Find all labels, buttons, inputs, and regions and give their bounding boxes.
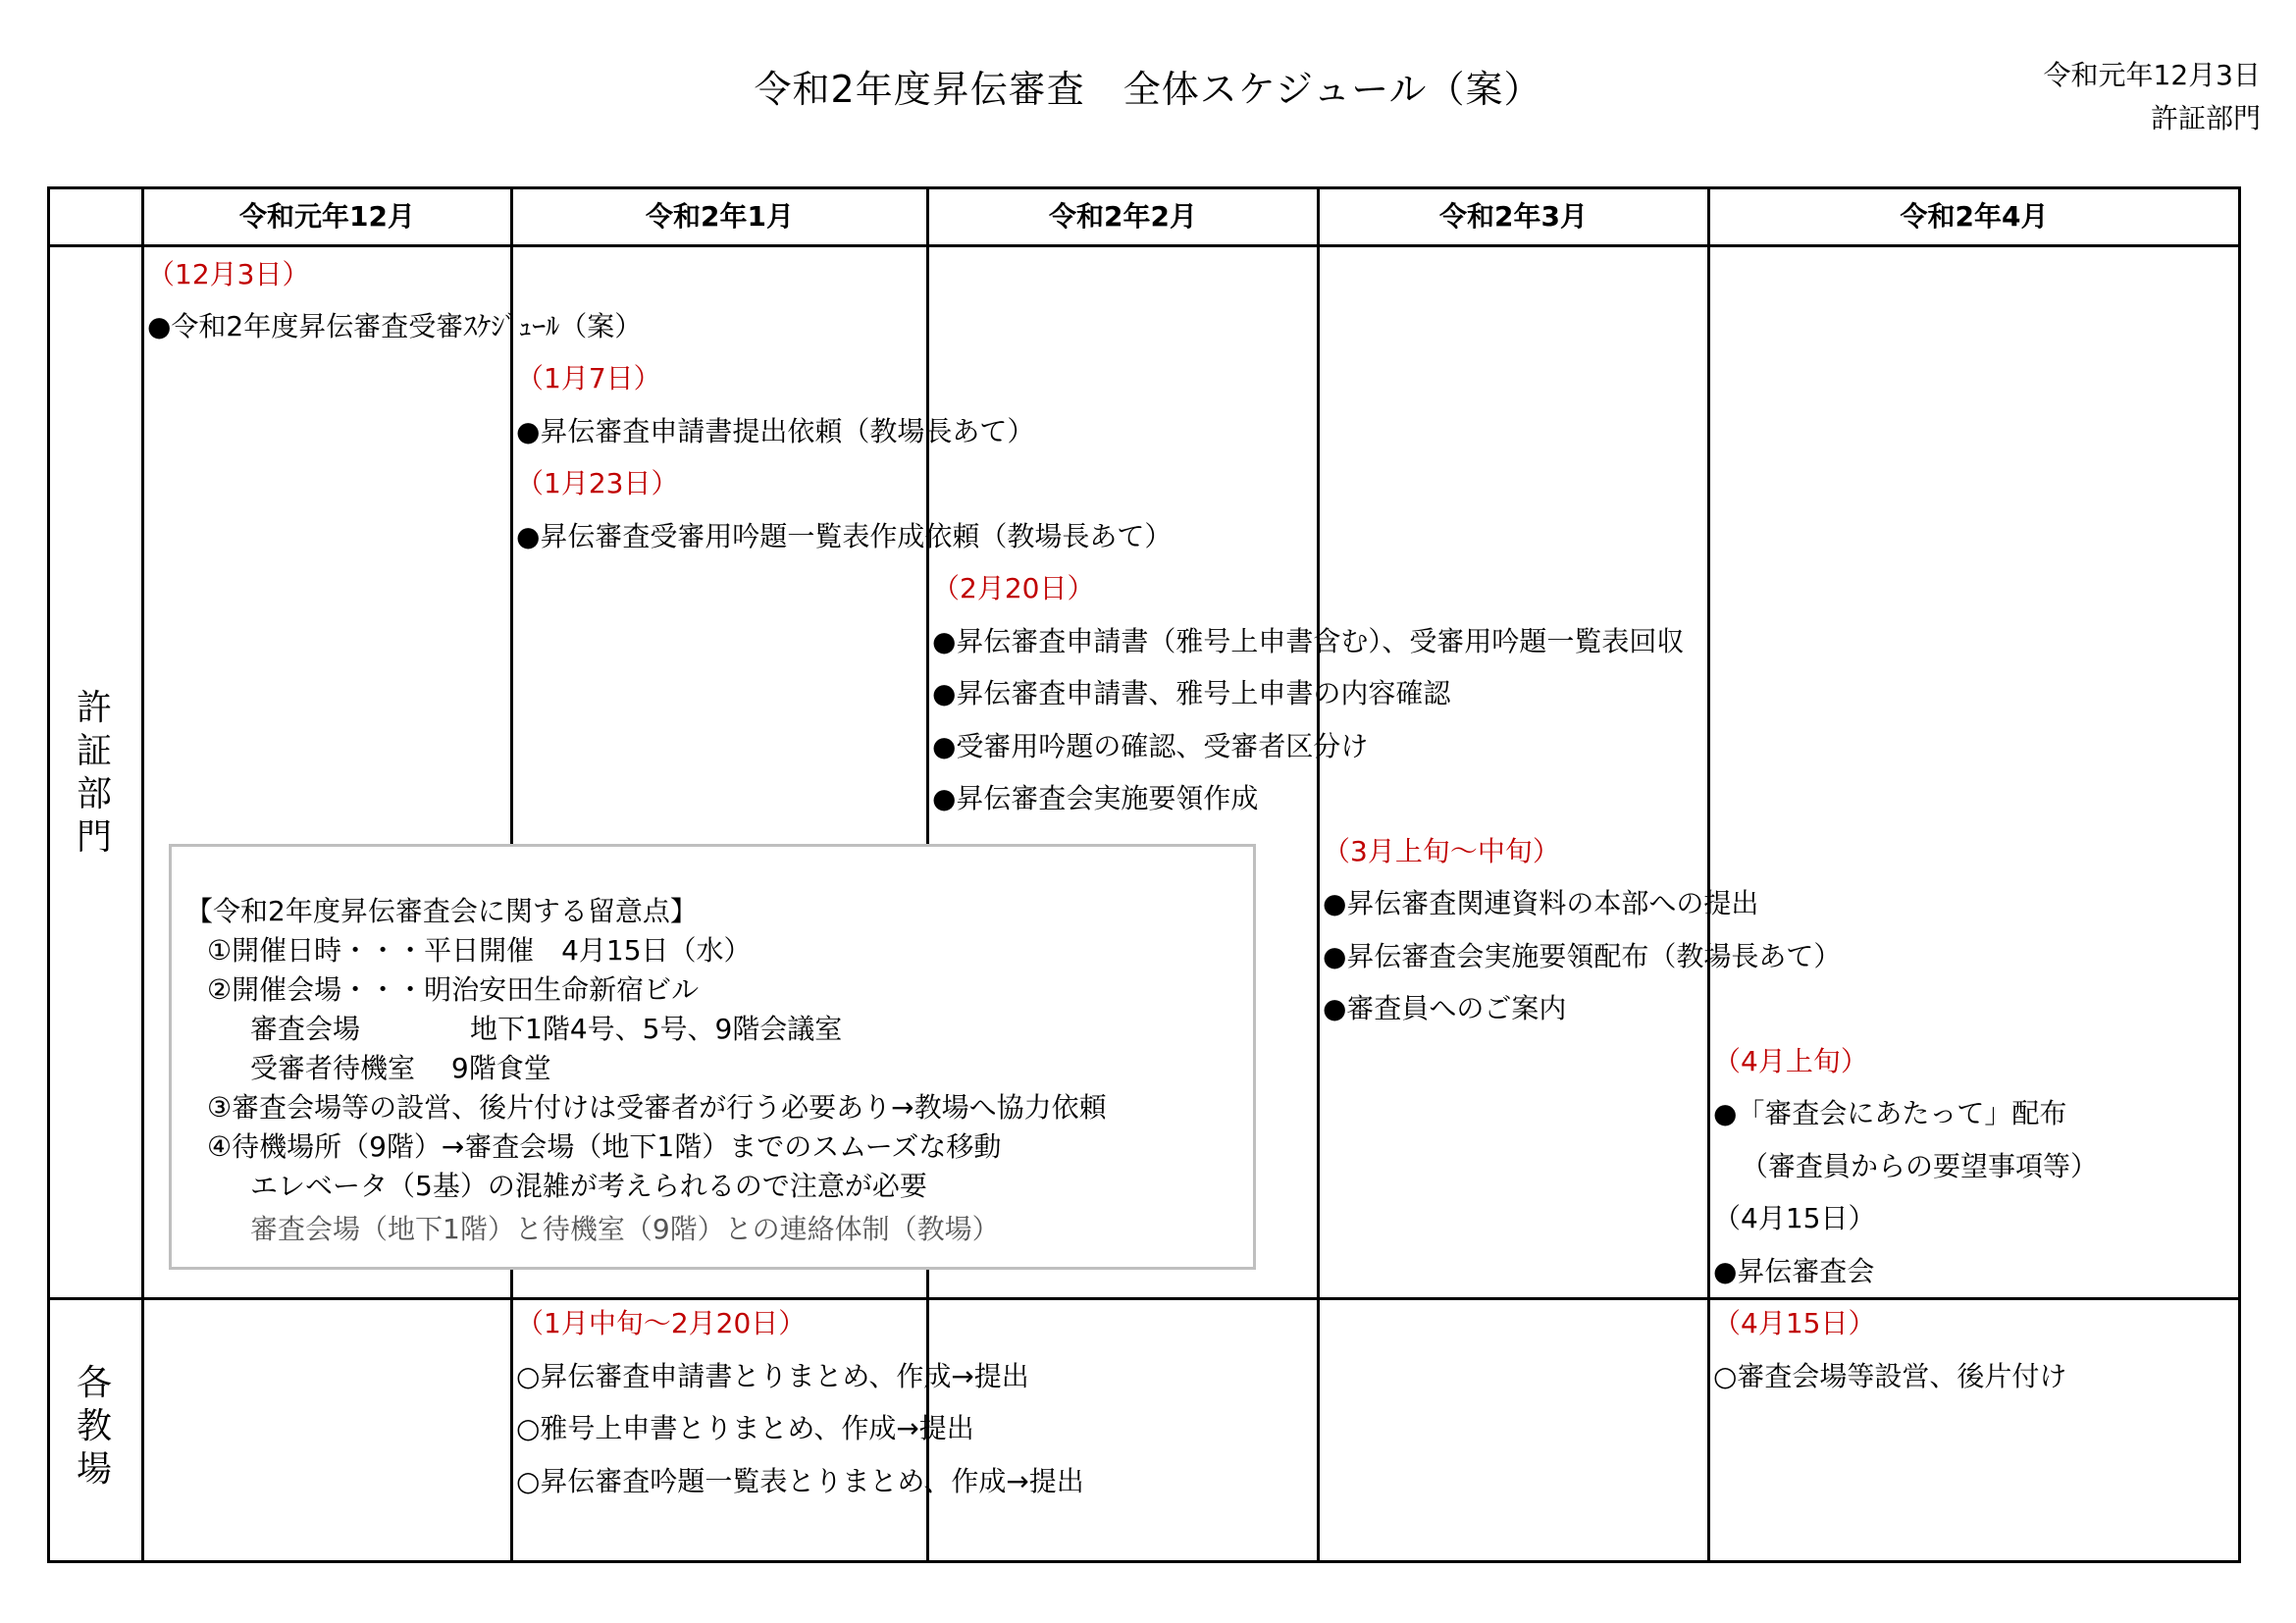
event-item: ●昇伝審査申請書提出依頼（教場長あて） bbox=[516, 415, 1035, 447]
note-line: 審査会場 地下1階4号、5号、9階会議室 bbox=[250, 1013, 843, 1045]
event-item: ○審査会場等設営、後片付け bbox=[1713, 1360, 2067, 1392]
event-item: ●昇伝審査会実施要領配布（教場長あて） bbox=[1323, 940, 1842, 972]
event-item: ●昇伝審査会 bbox=[1713, 1255, 1875, 1287]
event-item: ○昇伝審査申請書とりまとめ、作成→提出 bbox=[516, 1360, 1029, 1392]
event-date: （1月23日） bbox=[516, 467, 679, 499]
column-header: 令和元年12月 bbox=[239, 200, 415, 233]
event-date: （4月15日） bbox=[1713, 1202, 1876, 1234]
event-item: ●受審用吟題の確認、受審者区分け bbox=[932, 730, 1369, 762]
document-date: 令和元年12月3日 bbox=[2043, 59, 2261, 91]
event-item: ●昇伝審査申請書（雅号上申書含む）、受審用吟題一覧表回収 bbox=[932, 625, 1685, 657]
table-border-bottom bbox=[47, 1560, 2241, 1563]
row-label-license-dept: 許 証 部 門 bbox=[76, 688, 112, 858]
note-line: ①開催日時・・・平日開催 4月15日（水） bbox=[207, 934, 752, 967]
page-title: 令和2年度昇伝審査 全体スケジュール（案） bbox=[754, 68, 1542, 111]
table-border-right bbox=[2238, 186, 2241, 1563]
event-item: ●昇伝審査申請書、雅号上申書の内容確認 bbox=[932, 677, 1451, 709]
event-date: （12月3日） bbox=[147, 258, 310, 290]
notes-heading: 【令和2年度昇伝審査会に関する留意点】 bbox=[185, 895, 698, 927]
note-line: 審査会場（地下1階）と待機室（9階）との連絡体制（教場） bbox=[250, 1213, 1000, 1245]
event-item: ○雅号上申書とりまとめ、作成→提出 bbox=[516, 1412, 974, 1444]
event-item: ○昇伝審査吟題一覧表とりまとめ、作成→提出 bbox=[516, 1465, 1084, 1497]
event-item: ●昇伝審査受審用吟題一覧表作成依頼（教場長あて） bbox=[516, 520, 1173, 552]
column-header: 令和2年4月 bbox=[1900, 200, 2049, 233]
event-date: （4月15日） bbox=[1713, 1307, 1876, 1339]
column-divider bbox=[141, 186, 144, 1563]
event-date: （3月上旬～中旬） bbox=[1323, 835, 1560, 867]
column-divider bbox=[1317, 186, 1320, 1563]
note-line: ③審査会場等の設営、後片付けは受審者が行う必要あり→教場へ協力依頼 bbox=[207, 1091, 1107, 1124]
event-date: （2月20日） bbox=[932, 572, 1095, 604]
issuing-department: 許証部門 bbox=[2150, 102, 2261, 134]
event-date: （1月7日） bbox=[516, 362, 661, 394]
note-line: エレベータ（5基）の混雑が考えられるので注意が必要 bbox=[250, 1170, 927, 1202]
table-row-divider bbox=[47, 1297, 2241, 1300]
event-item: ●昇伝審査関連資料の本部への提出 bbox=[1323, 887, 1759, 919]
column-header: 令和2年1月 bbox=[646, 200, 794, 233]
table-border-left bbox=[47, 186, 50, 1563]
row-label-schools: 各 教 場 bbox=[76, 1363, 112, 1490]
column-divider bbox=[1707, 186, 1710, 1563]
note-line: 受審者待機室 9階食堂 bbox=[250, 1052, 551, 1084]
event-item: ●令和2年度昇伝審査受審ｽｹｼﾞｭｰﾙ（案） bbox=[147, 310, 643, 342]
note-line: ④待機場所（9階）→審査会場（地下1階）までのスムーズな移動 bbox=[207, 1130, 1002, 1163]
event-date: （1月中旬～2月20日） bbox=[516, 1307, 807, 1339]
note-line: ②開催会場・・・明治安田生命新宿ビル bbox=[207, 973, 700, 1006]
event-item: ●昇伝審査会実施要領作成 bbox=[932, 782, 1259, 814]
column-header: 令和2年2月 bbox=[1049, 200, 1197, 233]
event-date: （4月上旬） bbox=[1713, 1045, 1868, 1077]
notes-box bbox=[169, 844, 1256, 1270]
column-header: 令和2年3月 bbox=[1439, 200, 1588, 233]
event-item: ●審査員へのご案内 bbox=[1323, 992, 1567, 1024]
event-item: ●「審査会にあたって」配布 bbox=[1713, 1097, 2067, 1129]
event-item: （審査員からの要望事項等） bbox=[1741, 1150, 2099, 1182]
